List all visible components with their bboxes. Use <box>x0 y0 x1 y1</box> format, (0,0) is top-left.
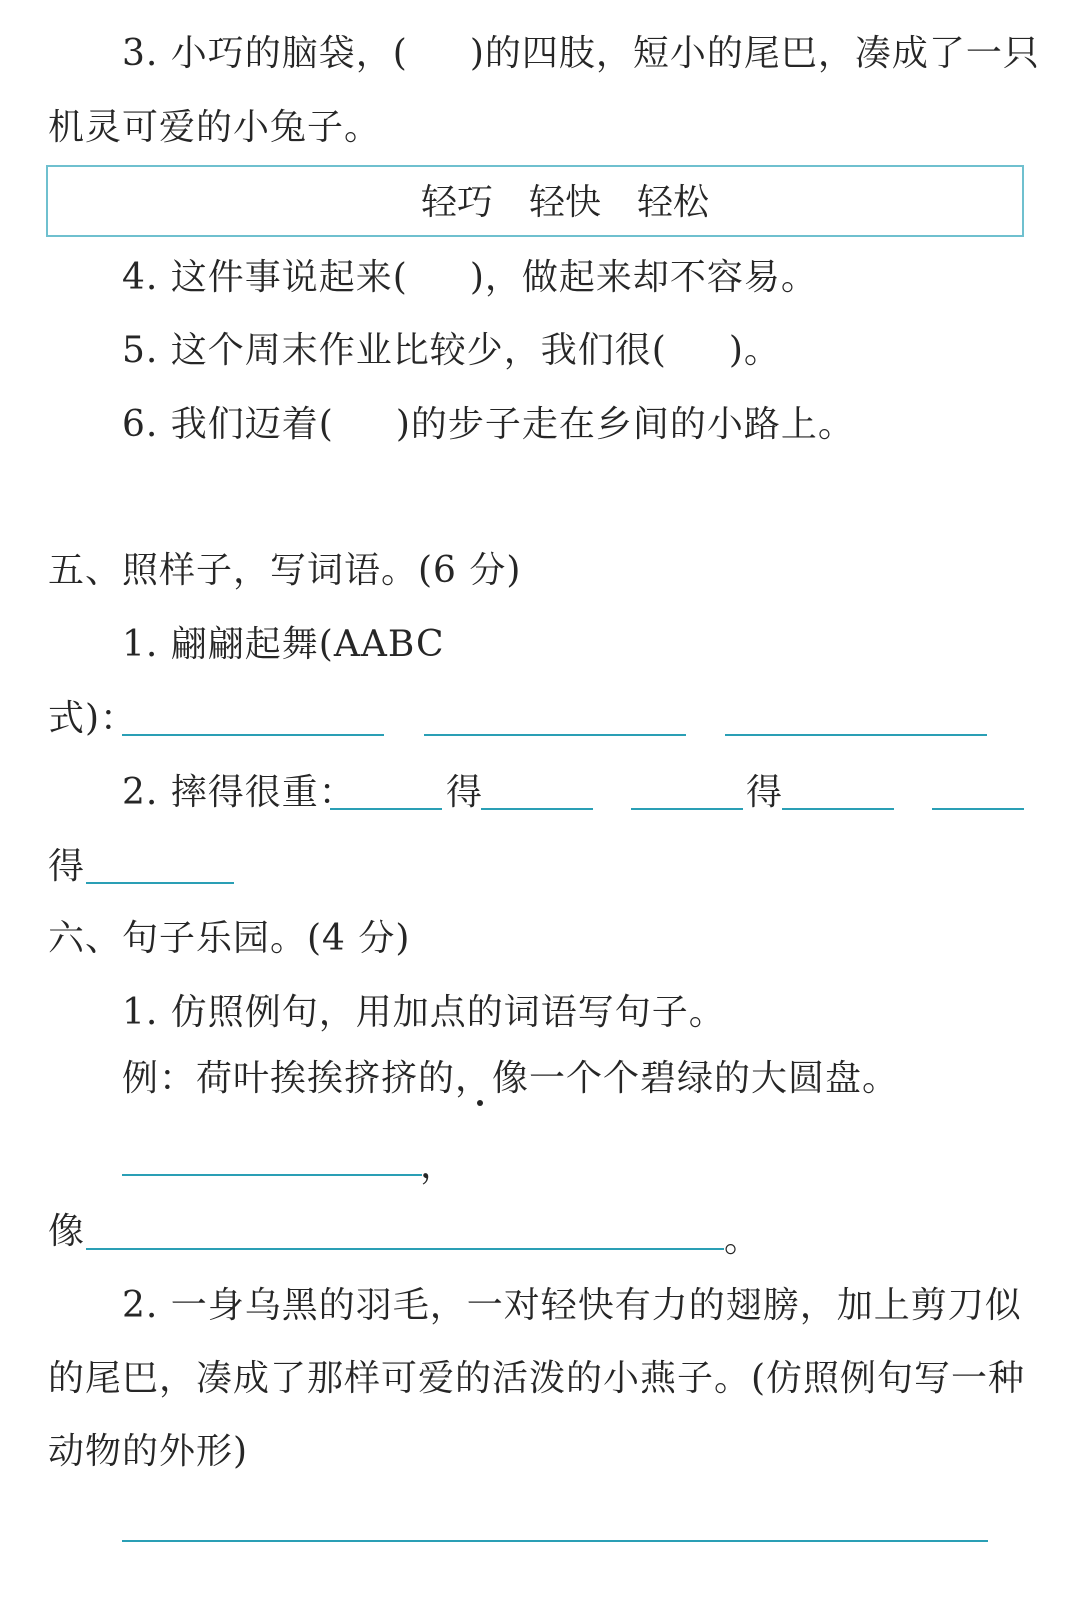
q6-text-a: 6. 我们迈着( <box>122 404 334 445</box>
s5-q2-answer-2a[interactable] <box>631 808 743 810</box>
s5-q2-answer-1b[interactable] <box>481 808 593 810</box>
s6-q2-line1: 2. 一身乌黑的羽毛，一对轻快有力的翅膀，加上剪刀似 <box>122 1285 1022 1326</box>
s6-comma: ， <box>420 1145 458 1186</box>
word-bank-item: 轻快 <box>528 182 601 223</box>
s5-q2-de-2: 得 <box>746 772 784 813</box>
s5-q2-label: 2. 摔得很重： <box>122 772 356 813</box>
q4-line <box>122 258 818 298</box>
s6-example: 例：荷叶挨挨挤挤的，像一个个碧绿的大圆盘。 <box>122 1058 900 1099</box>
s5-q2-de-3: 得 <box>48 846 86 887</box>
s5-q1-answer-3[interactable] <box>725 734 987 736</box>
s5-q1-answer-1[interactable] <box>122 734 384 736</box>
q3-line1 <box>122 34 1040 74</box>
q4-text-a: 4. 这件事说起来( <box>122 257 408 298</box>
s6-q2-line3: 动物的外形) <box>48 1431 249 1472</box>
q5-text-b: )。 <box>728 330 781 371</box>
q5-line <box>122 331 781 371</box>
q3-text-b: )的四肢，短小的尾巴，凑成了一只 <box>469 33 1040 74</box>
s6-q2-line2: 的尾巴，凑成了那样可爱的活泼的小燕子。(仿照例句写一种 <box>48 1358 1026 1399</box>
q3-text-a: 3. 小巧的脑袋，( <box>122 33 408 74</box>
emphasis-dot <box>477 1100 483 1106</box>
q6-text-b: )的步子走在乡间的小路上。 <box>395 404 855 445</box>
s6-period: 。 <box>724 1219 762 1260</box>
s6-q1-answer-b[interactable] <box>86 1248 724 1250</box>
q6-line <box>122 405 855 445</box>
s6-q1: 1. 仿照例句，用加点的词语写句子。 <box>122 992 726 1033</box>
q3-line2: 机灵可爱的小兔子。 <box>48 107 382 148</box>
q4-text-b: )，做起来却不容易。 <box>469 257 818 298</box>
q5-text-a: 5. 这个周末作业比较少，我们很( <box>122 330 667 371</box>
s6-q1-answer-a[interactable] <box>122 1174 422 1176</box>
word-bank-item: 轻松 <box>637 182 710 223</box>
word-bank <box>48 183 1022 223</box>
s5-q2-answer-3a[interactable] <box>932 808 1024 810</box>
s5-q2-answer-1a[interactable] <box>330 808 442 810</box>
word-bank-item: 轻巧 <box>420 182 493 223</box>
word-bank-box <box>46 165 1024 237</box>
s5-q1-line1: 1. 翩翩起舞(AABC <box>122 624 445 665</box>
s5-q2-answer-2b[interactable] <box>782 808 894 810</box>
s6-xiang: 像 <box>48 1211 86 1252</box>
s5-q2-answer-3b[interactable] <box>86 882 234 884</box>
section6-heading: 六、句子乐园。(4 分) <box>48 918 411 959</box>
section5-heading: 五、照样子，写词语。(6 分) <box>48 550 522 591</box>
s5-q1-line2: 式)： <box>48 698 138 739</box>
s5-q2-de-1: 得 <box>446 772 484 813</box>
s6-q2-answer[interactable] <box>122 1540 988 1542</box>
s5-q1-answer-2[interactable] <box>424 734 686 736</box>
